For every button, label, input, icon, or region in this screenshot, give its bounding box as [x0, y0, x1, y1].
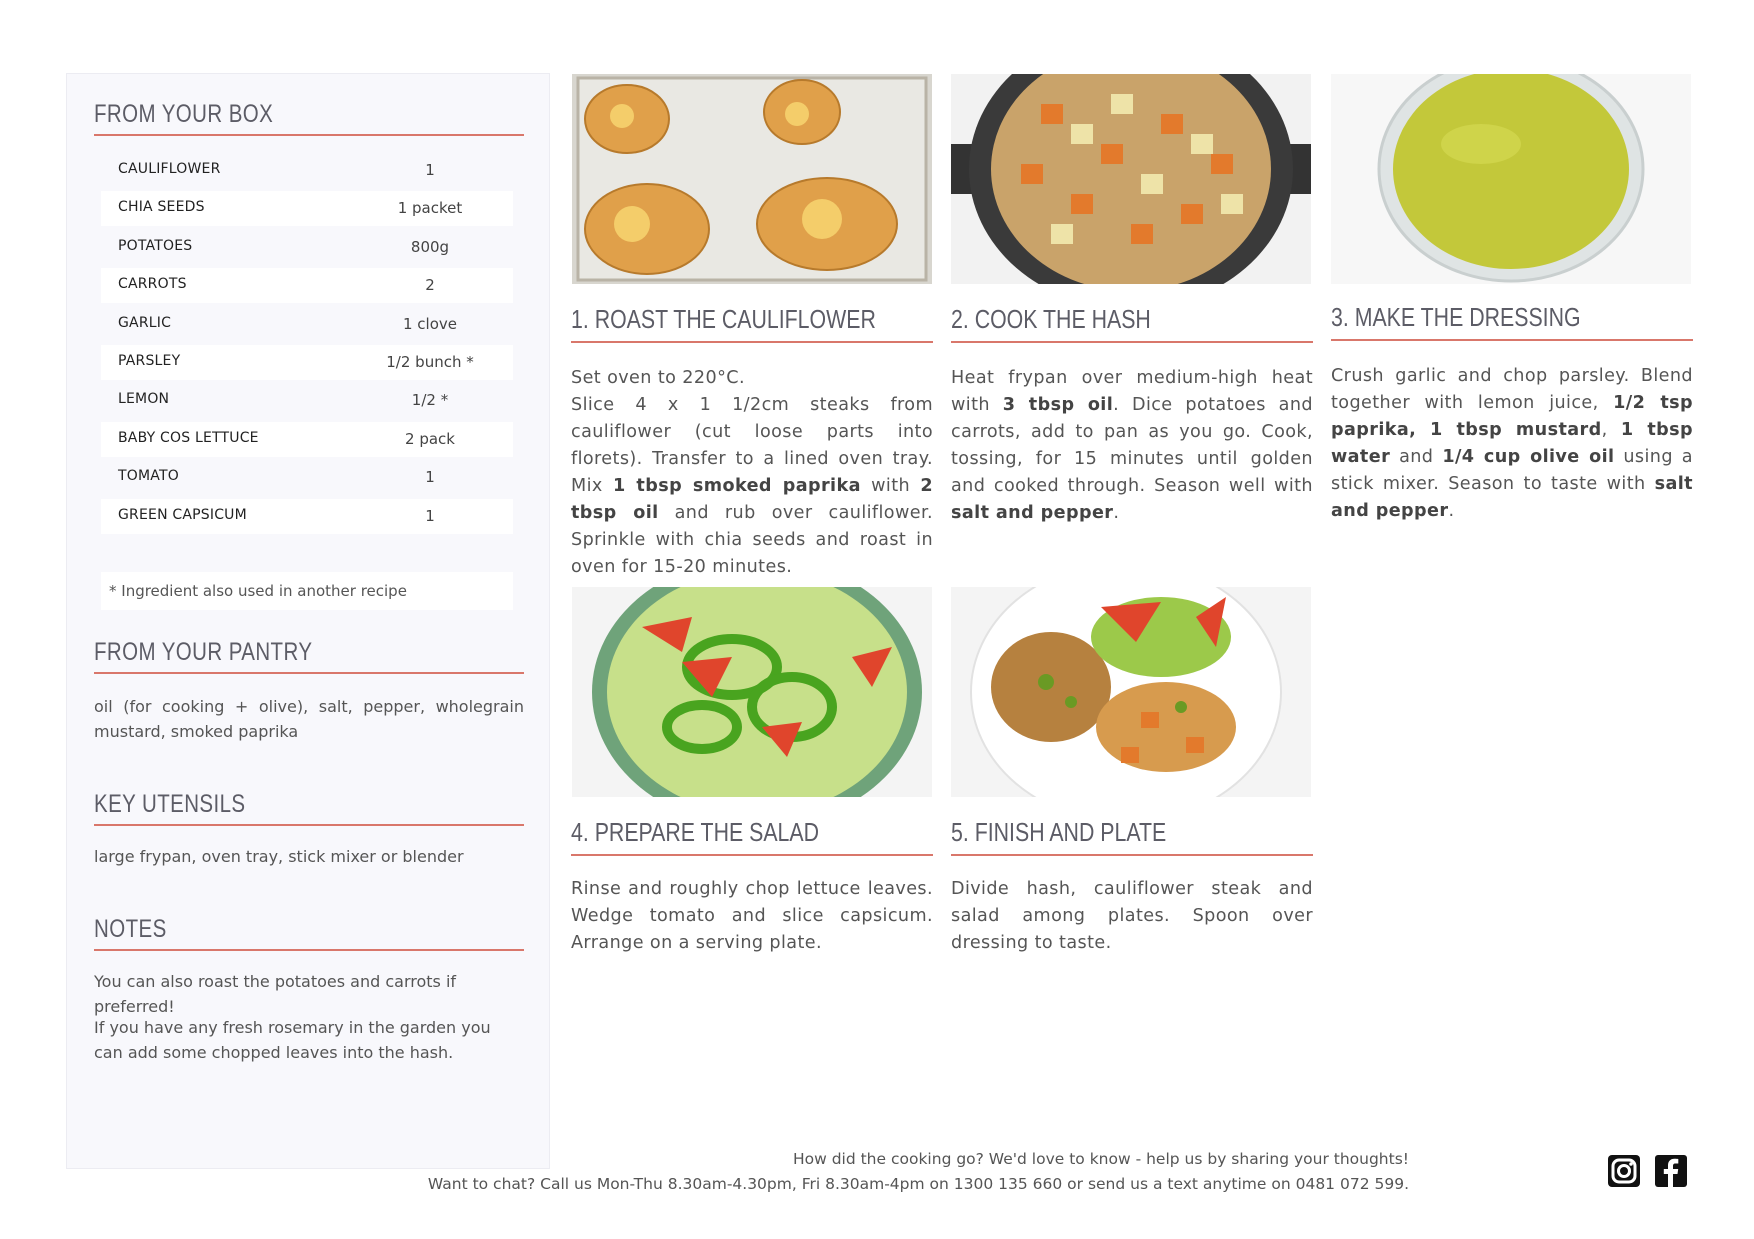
ingredient-name: CAULIFLOWER	[118, 161, 221, 177]
ingredient-name: GREEN CAPSICUM	[118, 506, 247, 523]
step-5-text: Divide hash, cauliflower steak and salad among plates. Spoon over dressing to taste.	[951, 879, 1313, 953]
ingredient-qty: 1/2 bunch *	[386, 352, 474, 371]
ingredients-sidebar	[66, 73, 550, 1169]
step-1-paragraph: Slice 4 x 1 1/2cm steaks from cauliflower (cut loose parts into florets). Transfer to a lined oven tray. Mix 1 tbsp smoked paprika with 2 tbsp oil and rub over cauliflower. Sprinkle with chia seeds and roast in oven for 15-20 minutes.	[571, 395, 933, 577]
notes-title: NOTES	[94, 915, 167, 943]
from-your-box-title: FROM YOUR BOX	[94, 100, 274, 128]
ingredient-qty: 1	[425, 506, 435, 525]
step-5-title: 5. FINISH AND PLATE	[951, 817, 1167, 847]
pantry-text: oil (for cooking + olive), salt, pepper, wholegrain mustard, smoked paprika	[94, 697, 524, 741]
ingredient-name: BABY COS LETTUCE	[118, 429, 259, 446]
step-5-photo-plated-meal	[951, 587, 1311, 797]
step-3-photo-dressing-bowl	[1331, 74, 1691, 284]
ingredient-name: GARLIC	[118, 314, 172, 331]
ingredient-row	[101, 420, 513, 458]
step-rule	[951, 341, 1313, 343]
section-rule	[94, 134, 524, 136]
ingredient-qty: 1/2 *	[411, 391, 449, 410]
key-utensils-title: KEY UTENSILS	[94, 790, 246, 818]
step-4-text: Rinse and roughly chop lettuce leaves. Wedge tomato and slice capsicum. Arrange on a serving plate.	[571, 879, 933, 953]
note-1: You can also roast the potatoes and carrots if preferred!	[94, 972, 457, 1016]
step-1-text	[571, 365, 933, 581]
step-3-title: 3. MAKE THE DRESSING	[1331, 302, 1581, 332]
ingredient-name: CHIA SEEDS	[118, 199, 205, 216]
note-2: If you have any fresh rosemary in the garden you can add some chopped leaves into the hash.	[94, 1018, 491, 1062]
ingredient-name: CARROTS	[118, 276, 187, 293]
feedback-line: How did the cooking go? We'd love to know - help us by sharing your thoughts!	[792, 1150, 1409, 1168]
ingredient-row	[101, 151, 513, 189]
step-rule	[571, 854, 933, 856]
ingredient-qty: 2 pack	[405, 429, 455, 448]
ingredients-table	[101, 151, 513, 535]
step-2-text: Heat frypan over medium-high heat with 3 tbsp oil. Dice potatoes and carrots, add to pan as you go. Cook, tossing, for 15 minutes until golden and cooked through. Season well with salt and pepper.	[951, 368, 1313, 523]
ingredient-qty: 2	[425, 276, 435, 295]
ingredient-row	[101, 381, 513, 419]
utensils-text: large frypan, oven tray, stick mixer or blender	[94, 847, 464, 866]
ingredient-row	[101, 343, 513, 381]
ingredient-row	[101, 189, 513, 227]
step-rule	[571, 341, 933, 343]
step-4-title: 4. PREPARE THE SALAD	[571, 817, 820, 847]
section-rule	[94, 949, 524, 951]
ingredient-name: LEMON	[118, 391, 170, 408]
step-3-text: Crush garlic and chop parsley. Blend together with lemon juice, 1/2 tsp paprika, 1 tbsp mustard, 1 tbsp water and 1/4 cup olive oil using a stick mixer. Season to taste with salt and pepper.	[1331, 366, 1693, 521]
section-rule	[94, 824, 524, 826]
ingredient-name: POTATOES	[118, 237, 193, 254]
from-your-pantry-title: FROM YOUR PANTRY	[94, 638, 313, 666]
contact-line: Want to chat? Call us Mon-Thu 8.30am-4.30pm, Fri 8.30am-4pm on 1300 135 660 or send us a text anytime on 0481 072 599.	[427, 1175, 1409, 1193]
step-2-title: 2. COOK THE HASH	[951, 304, 1151, 334]
ingredient-qty: 800g	[410, 237, 450, 256]
step-4-photo-salad	[572, 587, 932, 797]
step-1-photo-roasted-cauliflower	[572, 74, 932, 284]
step-2-photo-hash-in-pot	[951, 74, 1311, 284]
ingredient-name: PARSLEY	[118, 352, 181, 369]
step-1-line-1: Set oven to 220°C.	[571, 368, 745, 388]
ingredient-qty: 1 clove	[402, 314, 457, 333]
step-1-title: 1. ROAST THE CAULIFLOWER	[571, 304, 876, 334]
ingredient-row	[101, 497, 513, 535]
ingredient-row	[101, 266, 513, 304]
ingredient-qty: 1	[425, 161, 435, 179]
ingredient-name: TOMATO	[118, 468, 179, 485]
step-rule	[951, 854, 1313, 856]
step-rule	[1331, 339, 1693, 341]
section-rule	[94, 672, 524, 674]
ingredient-note: * Ingredient also used in another recipe	[101, 572, 513, 610]
ingredient-qty: 1	[425, 468, 435, 487]
ingredient-qty: 1 packet	[397, 199, 463, 218]
ingredient-row	[101, 458, 513, 496]
ingredient-row	[101, 305, 513, 343]
facebook-icon[interactable]	[1653, 1153, 1689, 1189]
instagram-icon[interactable]	[1606, 1153, 1642, 1189]
ingredient-row	[101, 228, 513, 266]
